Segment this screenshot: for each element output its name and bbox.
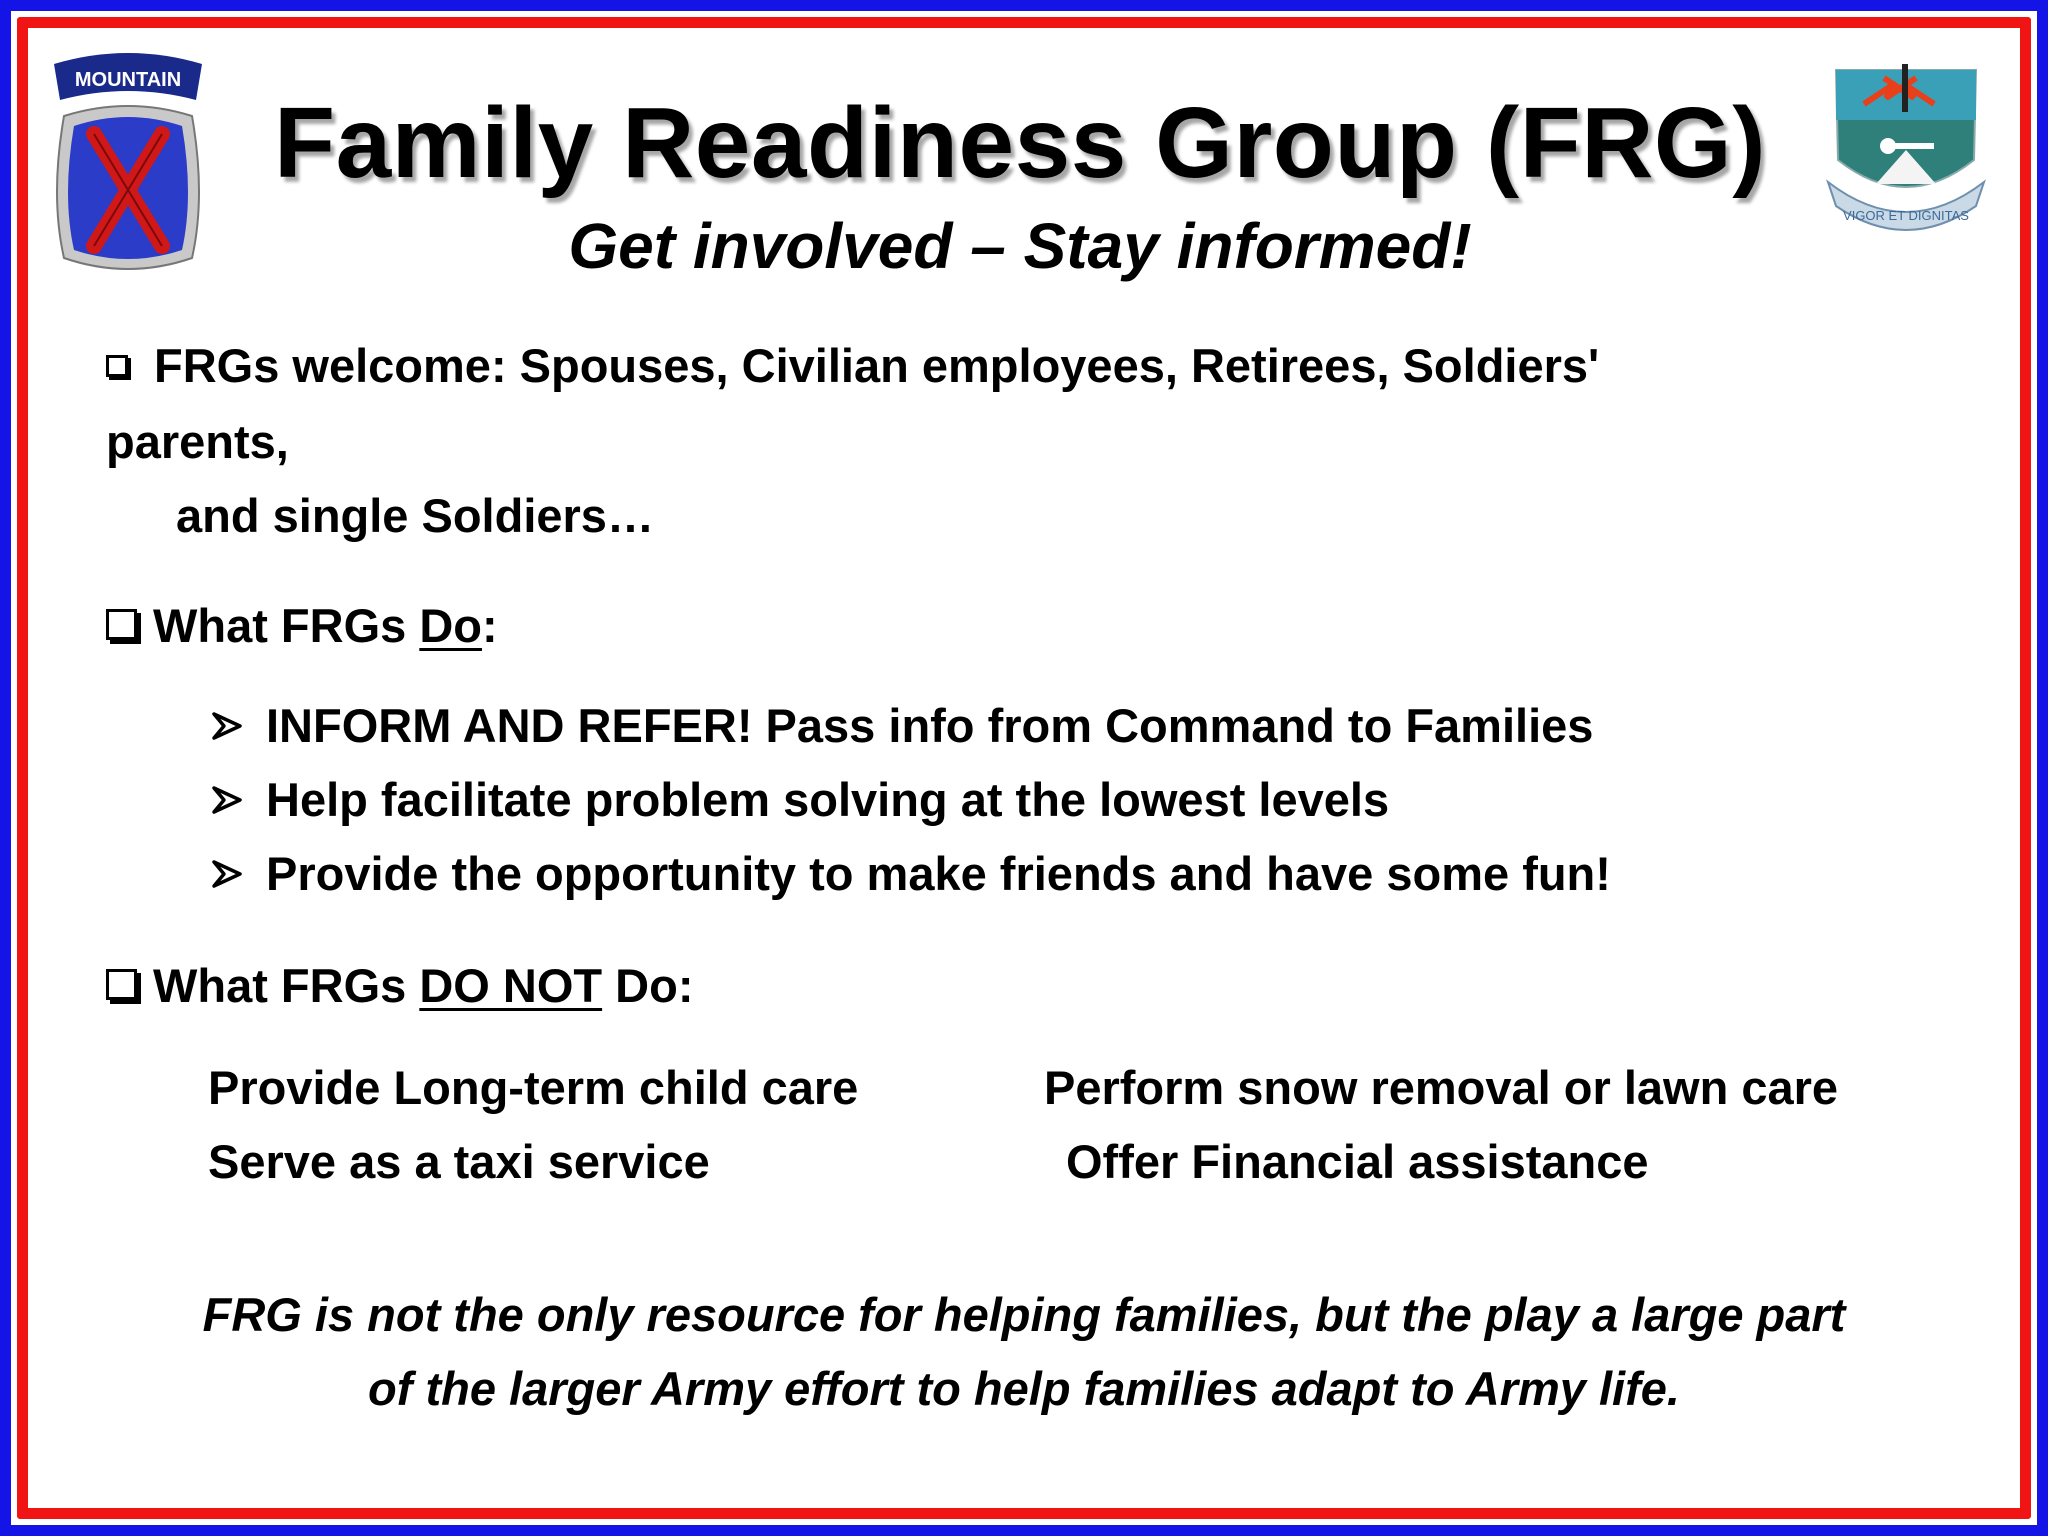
- page-subtitle: Get involved – Stay informed!: [568, 210, 1472, 282]
- do-item-text: Help facilitate problem solving at the lowest levels: [266, 773, 1390, 826]
- do-not-heading-prefix: What FRGs: [153, 959, 420, 1012]
- do-heading-underlined: Do: [419, 599, 482, 652]
- do-not-heading-underlined: DO NOT: [419, 959, 603, 1012]
- do-not-item-left: Provide Long-term child care: [208, 1061, 859, 1114]
- footer-line-2: of the larger Army effort to help families adapt to Army life.: [368, 1362, 1680, 1415]
- crest-motto-text: VIGOR ET DIGNITAS: [1843, 208, 1969, 223]
- do-not-heading-suffix: Do:: [602, 959, 694, 1012]
- do-item: [210, 698, 1593, 754]
- page-title: Family Readiness Group (FRG): [273, 87, 1767, 199]
- arrow-bullet-icon: [210, 859, 244, 889]
- do-item-text: INFORM AND REFER! Pass info from Command to Families: [266, 699, 1594, 752]
- checkbox-bullet-icon: [106, 355, 128, 377]
- do-item-text: Provide the opportunity to make friends and have some fun!: [266, 847, 1611, 900]
- welcome-text-1: FRGs welcome: Spouses, Civilian employees, Retirees, Soldiers': [154, 339, 1600, 392]
- do-item: [210, 846, 1611, 902]
- mountain-division-patch-logo: [50, 46, 206, 276]
- do-heading-prefix: What FRGs: [153, 599, 420, 652]
- do-not-item-right: Offer Financial assistance: [1066, 1135, 1649, 1188]
- arrow-bullet-icon: [210, 711, 244, 741]
- regimental-crest-logo: [1824, 64, 1988, 242]
- do-item: [210, 772, 1389, 828]
- arrow-bullet-icon: [210, 785, 244, 815]
- welcome-line-3: and single Soldiers…: [176, 489, 654, 542]
- welcome-line-2: parents,: [106, 415, 289, 468]
- checkbox-bullet-icon: [106, 609, 137, 640]
- do-section-heading: [106, 598, 498, 654]
- patch-tab-text: MOUNTAIN: [74, 69, 182, 91]
- checkbox-bullet-icon: [106, 969, 137, 1000]
- do-not-item-right: Perform snow removal or lawn care: [1044, 1061, 1839, 1114]
- do-heading-suffix: :: [481, 599, 498, 652]
- footer-note: [60, 1278, 1988, 1426]
- do-not-item-left: Serve as a taxi service: [208, 1135, 710, 1188]
- welcome-line-1: [106, 338, 1599, 394]
- footer-line-1: FRG is not the only resource for helping families, but the play a large part: [202, 1288, 1846, 1341]
- do-not-section-heading: [106, 958, 693, 1014]
